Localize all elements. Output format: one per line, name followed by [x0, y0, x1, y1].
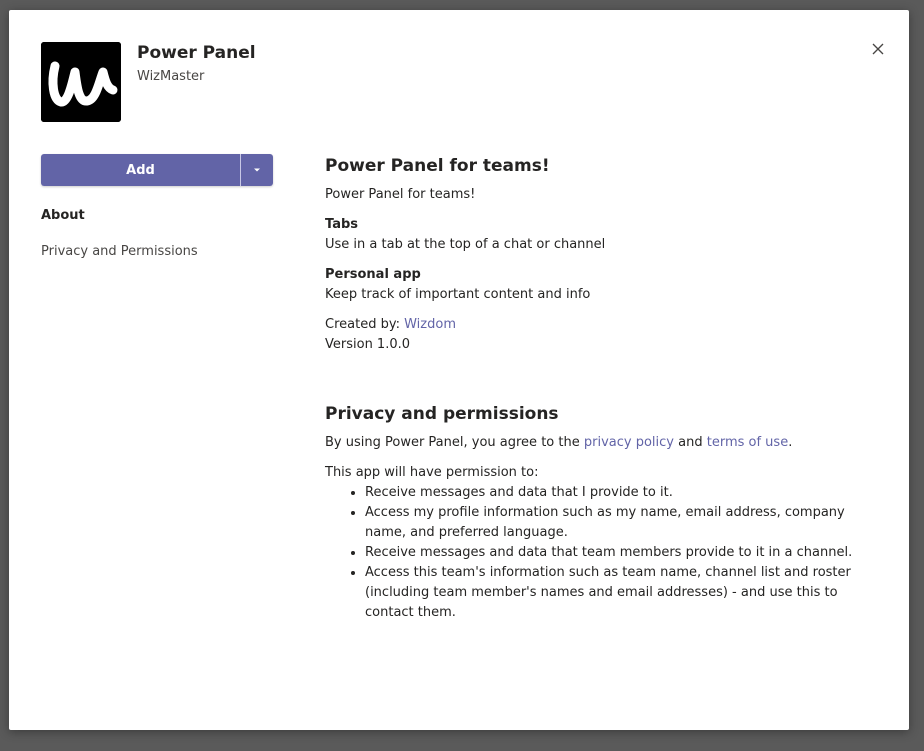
privacy-policy-link[interactable]: privacy policy: [583, 435, 674, 450]
feature-heading-personal-app: Personal app: [325, 267, 421, 282]
details-content: [325, 155, 885, 623]
created-by-label: Created by:: [325, 317, 400, 332]
terms-of-use-link[interactable]: terms of use: [706, 435, 789, 450]
version-text: Version 1.0.0: [325, 337, 411, 352]
privacy-agreement: [325, 433, 885, 453]
add-options-dropdown[interactable]: [241, 154, 273, 186]
chevron-down-icon: [252, 167, 262, 173]
developer-link[interactable]: Wizdom: [404, 317, 456, 332]
app-logo-image: [41, 42, 121, 122]
app-logo: [41, 42, 121, 122]
agreement-period: .: [788, 435, 793, 450]
app-title: Power Panel: [137, 43, 256, 63]
sidebar-item-about[interactable]: About: [41, 208, 85, 223]
close-icon: [867, 38, 889, 60]
agreement-and: and: [678, 435, 703, 450]
feature-text-tabs: Use in a tab at the top of a chat or channel: [325, 237, 606, 252]
agreement-prefix: By using Power Panel, you agree to the: [325, 435, 580, 450]
about-title: Power Panel for teams!: [325, 156, 550, 176]
feature-text-personal-app: Keep track of important content and info: [325, 287, 591, 302]
app-developer: WizMaster: [137, 69, 205, 84]
add-button[interactable]: Add: [41, 154, 240, 186]
close-button[interactable]: [867, 38, 889, 60]
sidebar-item-privacy[interactable]: Privacy and Permissions: [41, 244, 198, 259]
feature-heading-tabs: Tabs: [325, 217, 359, 232]
privacy-title: Privacy and permissions: [325, 404, 559, 424]
about-description: Power Panel for teams!: [325, 187, 476, 202]
permission-item: • Receive messages and data that team members provide to it in a channel.: [365, 543, 885, 563]
app-details-dialog: [9, 10, 909, 730]
permission-item: • Receive messages and data that I provide to it.: [365, 483, 885, 503]
permission-item: • Access my profile information such as my name, email address, company name, and preferred language.: [365, 503, 885, 543]
created-by: [325, 315, 885, 335]
permission-item: • Access this team's information such as team name, channel list and roster (including team member's names and email addresses) - and use this to contact them.: [365, 563, 885, 623]
add-button-group: [41, 154, 273, 186]
permission-intro: This app will have permission to:: [325, 465, 539, 480]
permission-list: [325, 483, 885, 623]
